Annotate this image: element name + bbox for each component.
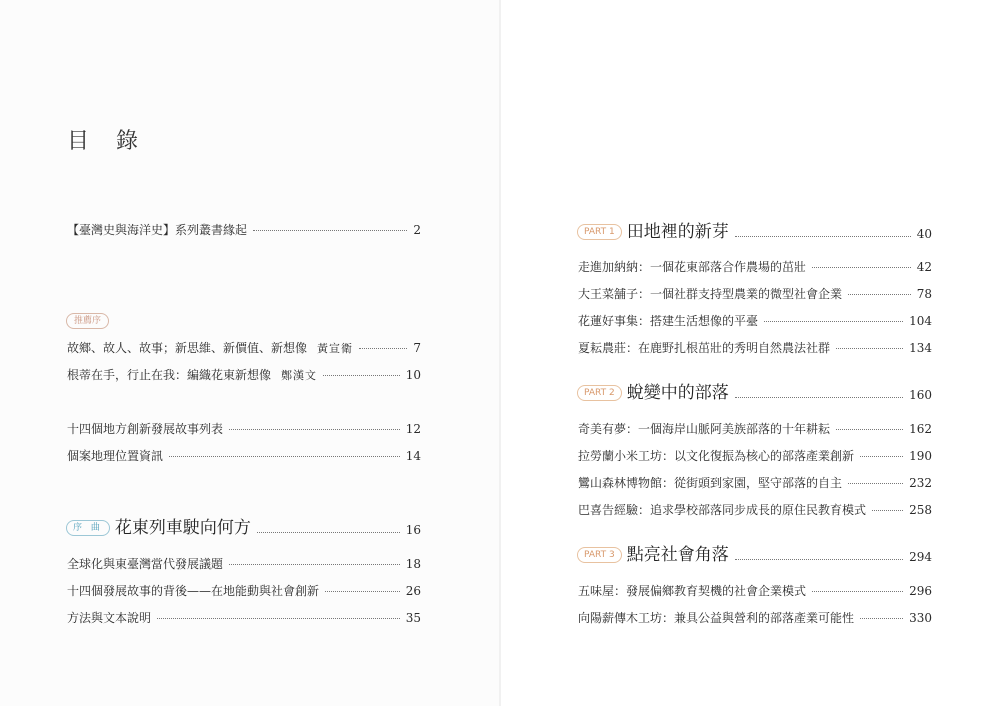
dot-leader bbox=[735, 397, 903, 398]
toc-entry-geo-info[interactable] bbox=[67, 449, 421, 463]
dot-leader bbox=[836, 429, 903, 430]
toc-entry-series-intro[interactable] bbox=[67, 223, 421, 237]
toc-entry-part2-2[interactable] bbox=[578, 449, 932, 463]
dot-leader bbox=[812, 591, 903, 592]
entry-label: 奇美有夢：一個海岸山脈阿美族部落的十年耕耘 bbox=[578, 422, 831, 436]
toc-entry-part2-4[interactable] bbox=[578, 503, 932, 517]
dot-leader bbox=[848, 294, 911, 295]
dot-leader bbox=[229, 564, 400, 565]
dot-leader bbox=[836, 348, 903, 349]
toc-entry-part3-1[interactable] bbox=[578, 584, 932, 598]
entry-label: 大王菜舖子：一個社群支持型農業的微型社會企業 bbox=[578, 287, 843, 301]
toc-entry-part2-3[interactable] bbox=[578, 476, 932, 490]
dot-leader bbox=[325, 591, 400, 592]
entry-label: 巴喜告經驗：追求學校部落同步成長的原住民教育模式 bbox=[578, 503, 867, 517]
entry-label: 【臺灣史與海洋史】系列叢書緣起 bbox=[67, 223, 248, 237]
dot-leader bbox=[735, 236, 911, 237]
dot-leader bbox=[359, 348, 407, 349]
page-number: 190 bbox=[909, 449, 932, 463]
entry-label: 拉勞蘭小米工坊：以文化復振為核心的部落產業創新 bbox=[578, 449, 855, 463]
entry-label: 根蒂在手，行止在我：編織花東新想像 bbox=[67, 368, 272, 382]
entry-label: 全球化與東臺灣當代發展議題 bbox=[67, 557, 224, 571]
page-number: 16 bbox=[405, 523, 421, 537]
toc-entry-part3-2[interactable] bbox=[578, 611, 932, 625]
dot-leader bbox=[323, 375, 400, 376]
entry-label: 五味屋：發展偏鄉教育契機的社會企業模式 bbox=[578, 584, 807, 598]
toc-entry-prelude-3[interactable] bbox=[67, 611, 421, 625]
entry-author: 鄭漢文 bbox=[281, 369, 318, 382]
toc-entry-story-list[interactable] bbox=[67, 422, 421, 436]
entry-author: 黃宣衛 bbox=[317, 342, 354, 355]
page-number: 232 bbox=[909, 476, 932, 490]
section-prelude[interactable] bbox=[66, 518, 421, 538]
toc-entry-part1-4[interactable] bbox=[578, 341, 932, 355]
toc-entry-prelude-2[interactable] bbox=[67, 584, 421, 598]
entry-label: 十四個地方創新發展故事列表 bbox=[67, 422, 224, 436]
dot-leader bbox=[253, 230, 407, 231]
page-number: 134 bbox=[909, 341, 932, 355]
dot-leader bbox=[257, 532, 400, 533]
toc-entry-recommend-1[interactable] bbox=[67, 341, 421, 356]
page-number: 42 bbox=[916, 260, 932, 274]
toc-entry-part2-1[interactable] bbox=[578, 422, 932, 436]
toc-entry-prelude-1[interactable] bbox=[67, 557, 421, 571]
entry-label: 走進加納納：一個花東部落合作農場的茁壯 bbox=[578, 260, 807, 274]
dot-leader bbox=[229, 429, 400, 430]
toc-entry-part1-3[interactable] bbox=[578, 314, 932, 328]
dot-leader bbox=[860, 456, 903, 457]
part-badge: PART 1 bbox=[577, 224, 622, 240]
page-number: 26 bbox=[405, 584, 421, 598]
part-badge: PART 3 bbox=[577, 547, 622, 563]
page-number: 2 bbox=[413, 223, 421, 237]
entry-label: 鸞山森林博物館：從街頭到家園，堅守部落的自主 bbox=[578, 476, 843, 490]
page-number: 330 bbox=[909, 611, 932, 625]
toc-entry-part1-2[interactable] bbox=[578, 287, 932, 301]
entry-label: 個案地理位置資訊 bbox=[67, 449, 164, 463]
toc-title: 目 錄 bbox=[67, 129, 148, 154]
page-number: 40 bbox=[916, 227, 932, 241]
part-badge: PART 2 bbox=[577, 385, 622, 401]
dot-leader bbox=[848, 483, 903, 484]
dot-leader bbox=[157, 618, 400, 619]
section-title: 蛻變中的部落 bbox=[626, 383, 729, 403]
page-number: 35 bbox=[405, 611, 421, 625]
page-number: 162 bbox=[909, 422, 932, 436]
section-part-1[interactable] bbox=[577, 222, 932, 242]
section-part-2[interactable] bbox=[577, 383, 932, 403]
book-gutter bbox=[499, 0, 501, 706]
toc-entry-part1-1[interactable] bbox=[578, 260, 932, 274]
page-number: 18 bbox=[405, 557, 421, 571]
page-number: 160 bbox=[909, 388, 932, 402]
page-number: 294 bbox=[909, 550, 932, 564]
entry-label: 向陽薪傳木工坊：兼具公益與營利的部落產業可能性 bbox=[578, 611, 855, 625]
page-number: 10 bbox=[405, 368, 421, 382]
page-number: 7 bbox=[413, 341, 421, 355]
section-title: 點亮社會角落 bbox=[626, 545, 729, 565]
dot-leader bbox=[764, 321, 903, 322]
entry-label: 夏耘農莊：在鹿野扎根茁壯的秀明自然農法社群 bbox=[578, 341, 831, 355]
entry-label: 十四個發展故事的背後——在地能動與社會創新 bbox=[67, 584, 320, 598]
dot-leader bbox=[735, 559, 903, 560]
prelude-badge: 序 曲 bbox=[66, 520, 110, 536]
dot-leader bbox=[812, 267, 911, 268]
entry-label: 故鄉、故人、故事；新思維、新價值、新想像 bbox=[67, 341, 308, 355]
dot-leader bbox=[872, 510, 903, 511]
recommend-badge: 推薦序 bbox=[66, 313, 109, 329]
page-number: 14 bbox=[405, 449, 421, 463]
page-number: 12 bbox=[405, 422, 421, 436]
page-number: 104 bbox=[909, 314, 932, 328]
entry-label: 花蓮好事集：搭建生活想像的平臺 bbox=[578, 314, 759, 328]
section-title: 花東列車駛向何方 bbox=[114, 518, 251, 538]
page-number: 78 bbox=[916, 287, 932, 301]
toc-entry-recommend-2[interactable] bbox=[67, 368, 421, 383]
dot-leader bbox=[169, 456, 400, 457]
page-number: 296 bbox=[909, 584, 932, 598]
section-title: 田地裡的新芽 bbox=[626, 222, 729, 242]
dot-leader bbox=[860, 618, 903, 619]
section-part-3[interactable] bbox=[577, 545, 932, 565]
entry-label: 方法與文本說明 bbox=[67, 611, 152, 625]
page-number: 258 bbox=[909, 503, 932, 517]
